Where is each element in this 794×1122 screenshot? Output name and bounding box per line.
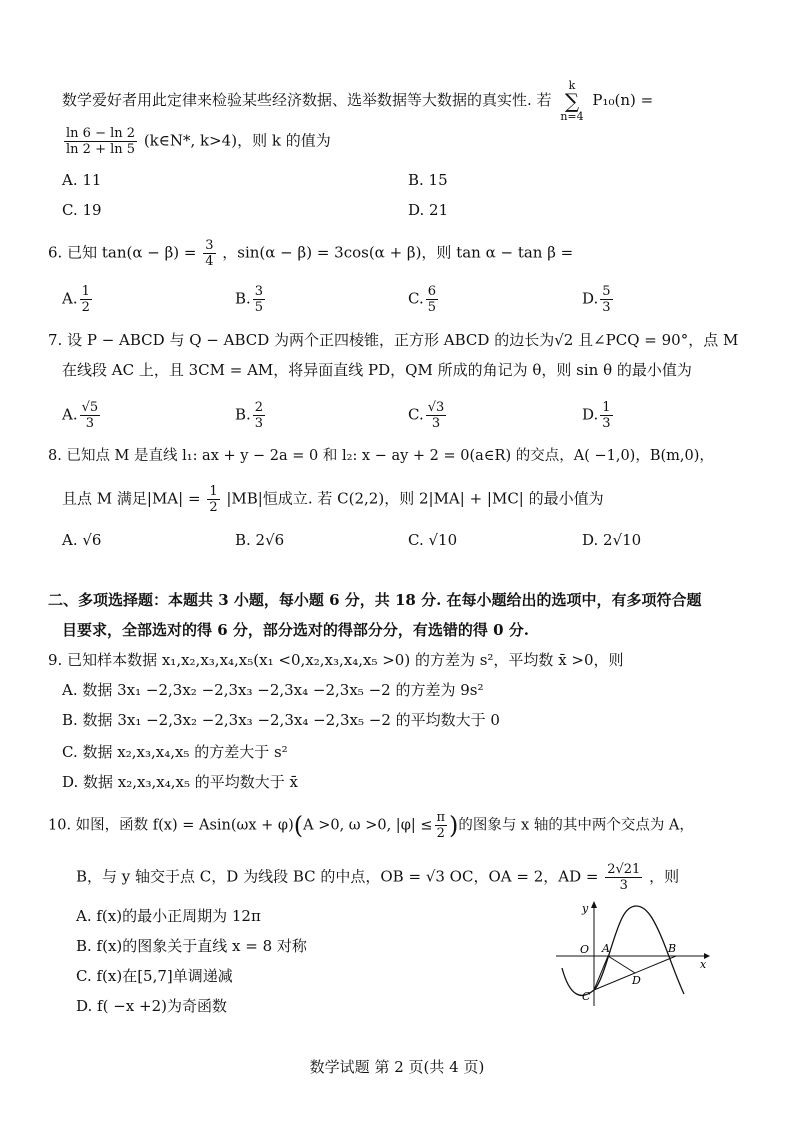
- q5-option-c: C. 19: [62, 201, 102, 219]
- label-x: x: [700, 958, 707, 971]
- q6-stem: 6. 已知 tan(α − β) = $\frac{3}{4}$ ，sin(α − β) = 3cos(α + β)，则 tan α − tan β =: [48, 238, 574, 269]
- q10-line2: B，与 y 轴交于点 C，D 为线段 BC 的中点，OB = √3 OC，OA = 2，AD = $\frac{2√21}{3}$ ，则: [76, 862, 680, 893]
- q5-option-d: D. 21: [408, 201, 449, 219]
- q10-function-graph: [552, 898, 712, 1008]
- q8-option-c: C. √10: [408, 531, 458, 549]
- section2-heading-line1: 二、多项选择题：本题共 3 小题，每小题 6 分，共 18 分. 在每小题给出的选项中，有多项符合题: [48, 591, 702, 609]
- q8-option-d: D. 2√10: [582, 531, 642, 549]
- label-c: C: [582, 990, 591, 1003]
- q6-option-d: D. $\frac{5}{3}$: [582, 284, 611, 315]
- q5-line1: 数学爱好者用此定律来检验某些经济数据、选举数据等大数据的真实性. 若 k ∑ n=4 P₁₀(n) =: [62, 79, 654, 123]
- q10-option-d: D. f( −x +2)为奇函数: [76, 997, 227, 1015]
- q10-line1: 10. 如图，函数 f(x) = Asin(ωx + φ)(A >0, ω >0, |φ| ≤ $\frac{\pi}{2}$ )的图象与 x 轴的其中两个交点为 A，: [48, 810, 694, 841]
- q8-option-b: B. 2√6: [235, 531, 285, 549]
- q7-line1: 7. 设 P − ABCD 与 Q − ABCD 为两个正四棱锥，正方形 ABCD 的边长为√2 且∠PCQ = 90°，点 M: [48, 331, 739, 349]
- q10-option-b: B. f(x)的图象关于直线 x = 8 对称: [76, 937, 307, 955]
- q8-option-a: A. √6: [62, 531, 102, 549]
- q6-option-b: B. $\frac{3}{5}$: [235, 284, 264, 315]
- q5-option-b: B. 15: [408, 171, 448, 189]
- label-d: D: [632, 974, 641, 987]
- q8-line2: 且点 M 满足|MA| = $\frac{1}{2}$ |MB|恒成立. 若 C(2,2)，则 2|MA| + |MC| 的最小值为: [62, 484, 604, 515]
- q7-option-d: D. $\frac{1}{3}$: [582, 400, 611, 431]
- q10-option-c: C. f(x)在[5,7]单调递减: [76, 967, 233, 985]
- q9-option-c: C. 数据 x₂,x₃,x₄,x₅ 的方差大于 s²: [62, 743, 288, 761]
- label-a: A: [602, 942, 610, 955]
- q8-line1: 8. 已知点 M 是直线 l₁: ax + y − 2a = 0 和 l₂: x − ay + 2 = 0(a∈R) 的交点，A( −1,0)，B(m,0)，: [48, 448, 714, 464]
- q10-option-a: A. f(x)的最小正周期为 12π: [76, 907, 261, 925]
- q7-option-a: A. $\frac{√5}{3}$: [62, 400, 99, 431]
- q5-line2: $\frac{\ln 6 - \ln 2}{\ln 2 + \ln 5}$ (k∈N*, k>4)，则 k 的值为: [66, 126, 331, 157]
- q9-option-b: B. 数据 3x₁ −2,3x₂ −2,3x₃ −2,3x₄ −2,3x₅ −2 的平均数大于 0: [62, 711, 500, 729]
- q6-option-c: C. $\frac{6}{5}$: [408, 284, 436, 315]
- label-b: B: [668, 942, 677, 955]
- q7-option-b: B. $\frac{2}{3}$: [235, 400, 264, 431]
- label-y: y: [582, 902, 589, 915]
- q6-option-a: A. $\frac{1}{2}$: [62, 284, 90, 315]
- section2-heading-line2: 目要求，全部选对的得 6 分，部分选对的得部分分，有选错的得 0 分.: [62, 621, 529, 639]
- label-o: O: [580, 943, 590, 956]
- q7-line2: 在线段 AC 上，且 3CM = AM，将异面直线 PD，QM 所成的角记为 θ，则 sin θ 的最小值为: [62, 361, 692, 379]
- q9-stem: 9. 已知样本数据 x₁,x₂,x₃,x₄,x₅(x₁ <0,x₂,x₃,x₄,x₅ >0) 的方差为 s²，平均数 x̄ >0，则: [48, 651, 624, 669]
- y-axis-arrow: [591, 901, 597, 908]
- sum-symbol: k ∑ n=4: [560, 79, 584, 123]
- page-footer: 数学试题 第 2 页(共 4 页): [309, 1058, 485, 1076]
- q7-option-c: C. $\frac{√3}{3}$: [408, 400, 445, 431]
- q9-option-d: D. 数据 x₂,x₃,x₄,x₅ 的平均数大于 x̄: [62, 773, 298, 791]
- q9-option-a: A. 数据 3x₁ −2,3x₂ −2,3x₃ −2,3x₄ −2,3x₅ −2 的方差为 9s²: [62, 681, 484, 699]
- q5-option-a: A. 11: [62, 171, 102, 189]
- q5-fraction: $\frac{\ln 6 - \ln 2}{\ln 2 + \ln 5}$: [66, 126, 136, 157]
- segment-ad: [608, 956, 635, 973]
